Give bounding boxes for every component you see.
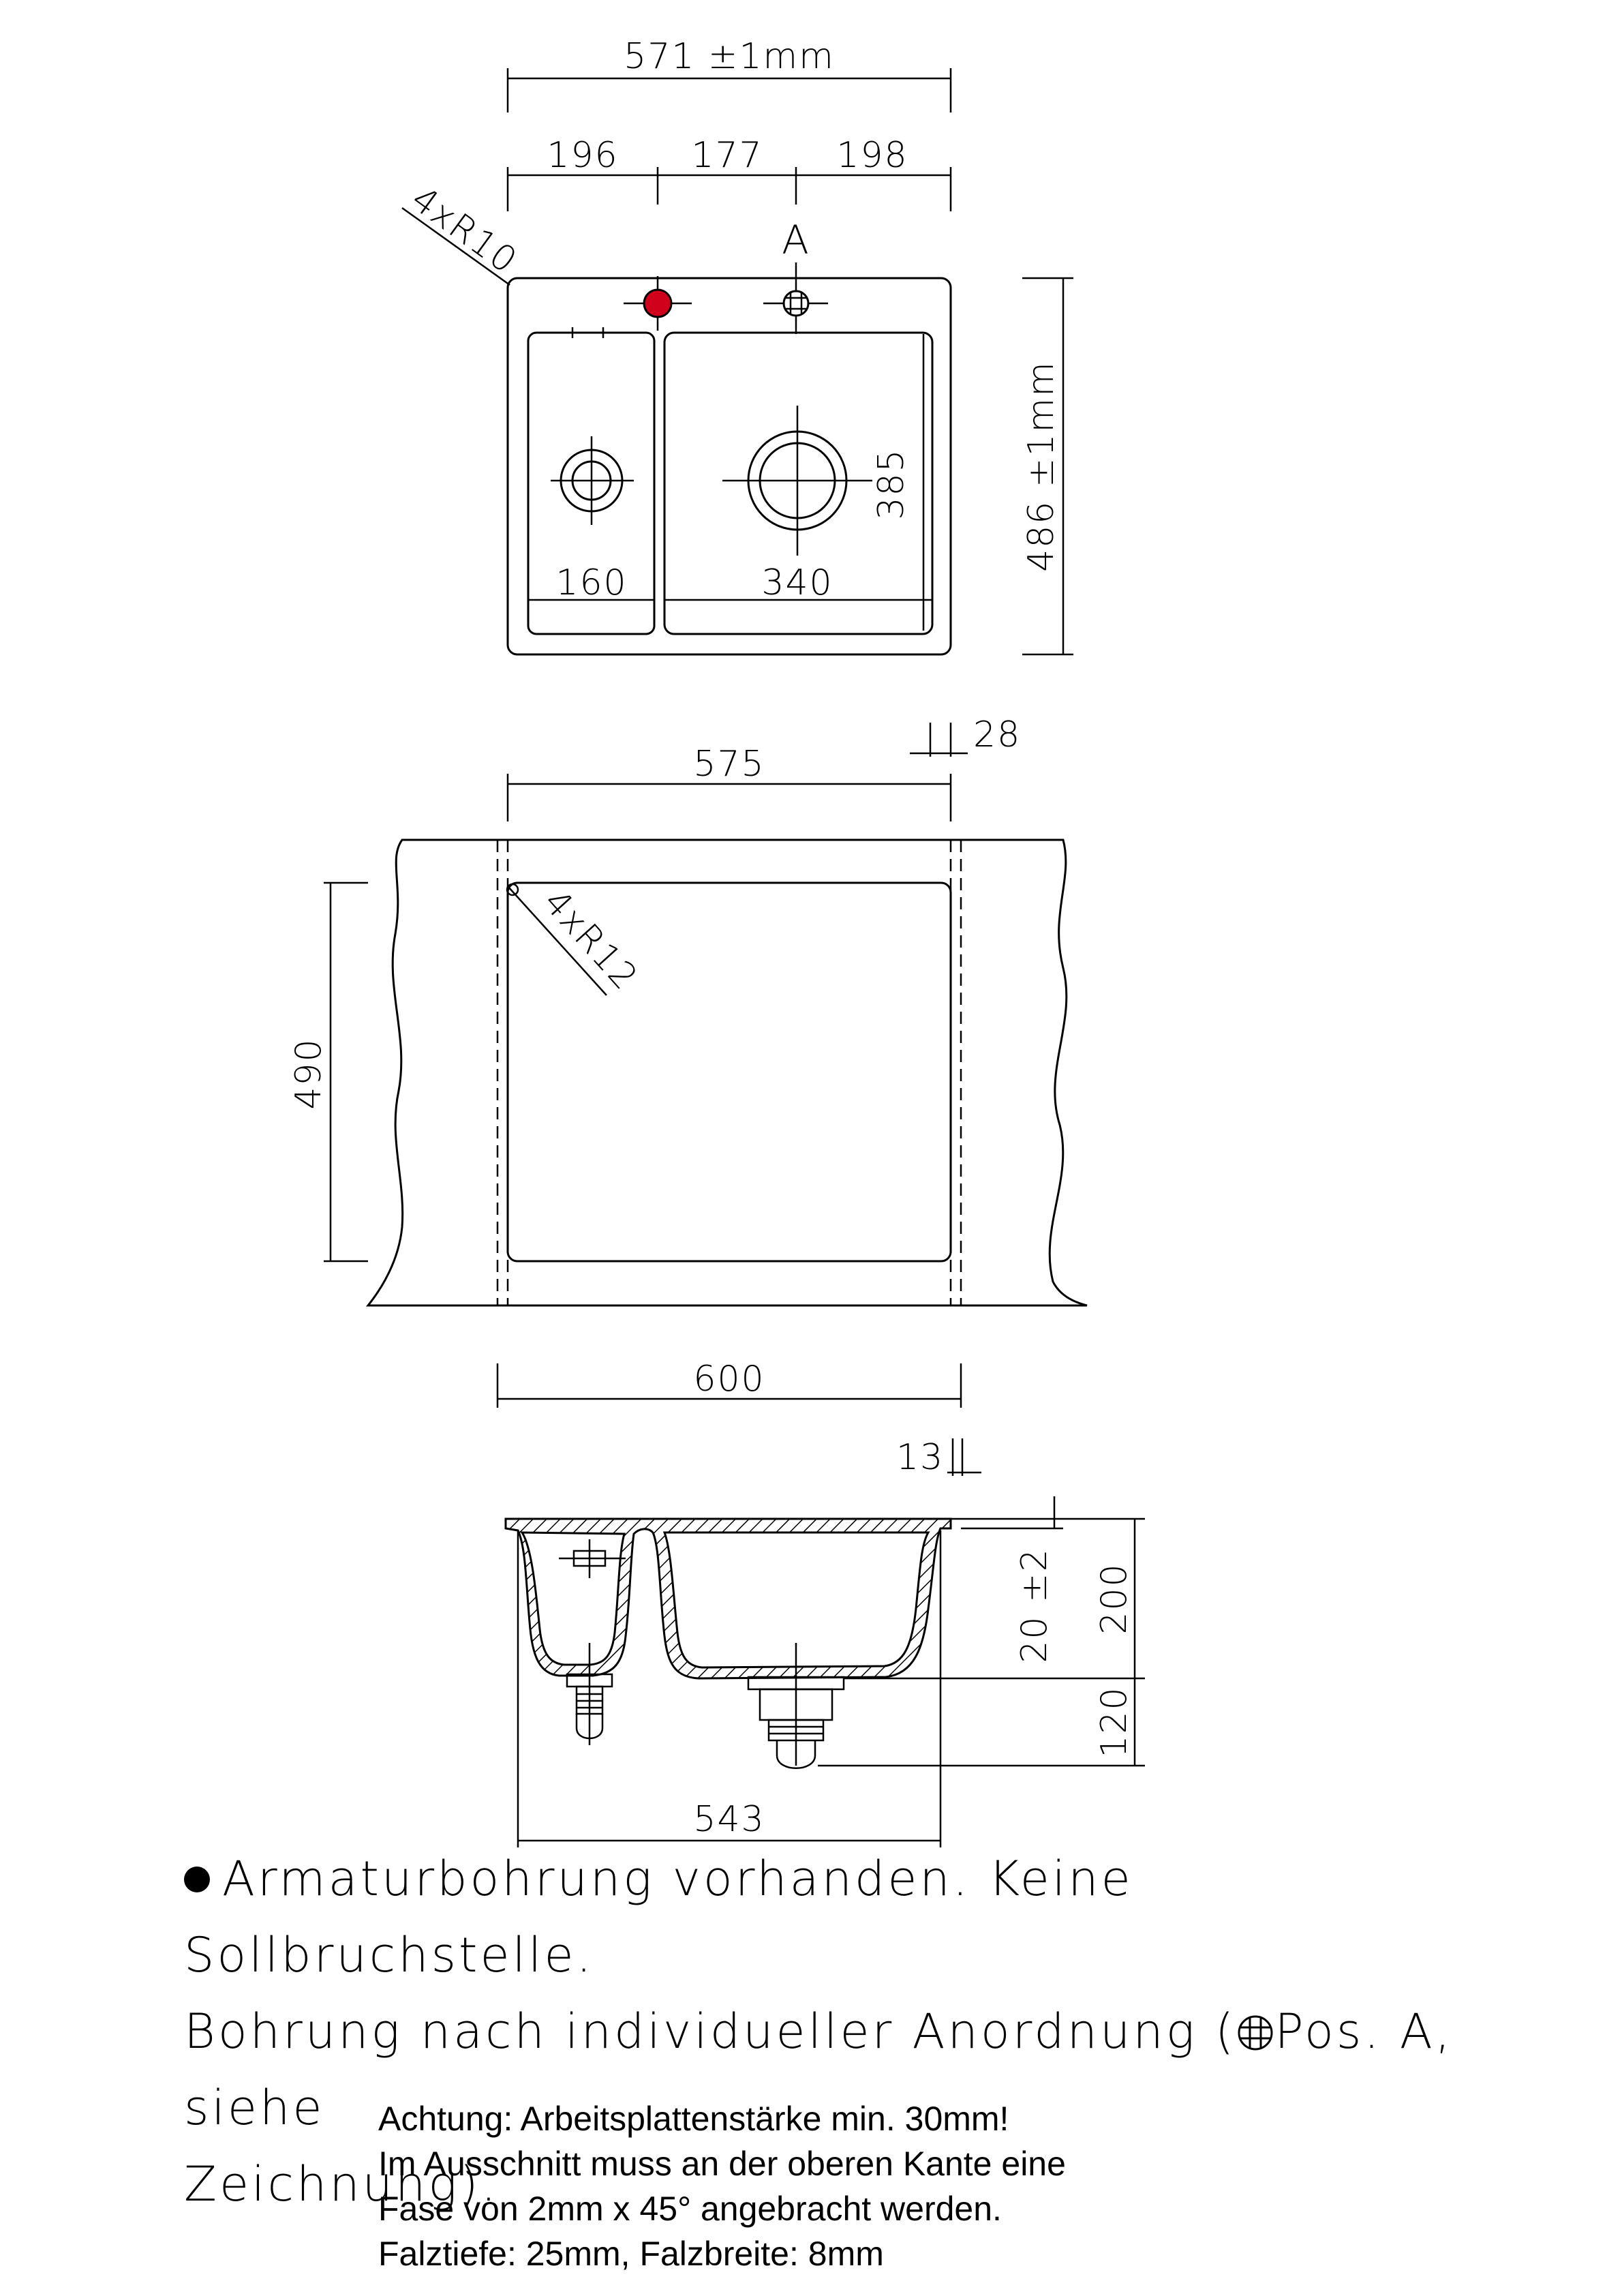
dim-overall-width: 571 ±1mm — [624, 36, 835, 77]
dim-overlap: 28 — [973, 714, 1022, 755]
dim-overall-depth: 486 ±1mm — [1021, 361, 1062, 572]
dim-rim-height: 20 ±2 — [1014, 1547, 1055, 1663]
dim-rim: 13 — [896, 1437, 945, 1478]
dim-cutout-depth: 490 — [288, 1038, 329, 1110]
label-corner-radius-cutout: 4xR12 — [535, 881, 646, 999]
dim-segment-left: 196 — [547, 135, 619, 176]
dim-bowl-depth: 385 — [871, 448, 912, 520]
dim-large-bowl-width: 340 — [761, 562, 833, 603]
dim-segment-middle: 177 — [691, 135, 763, 176]
dim-cutout-width: 575 — [693, 744, 765, 785]
dim-small-bowl-width: 160 — [555, 562, 628, 603]
warning-line2: Im Ausschnitt muss an der oberen Kante eine — [378, 2145, 1066, 2183]
note-line3: Zeichnung). — [184, 2156, 499, 2212]
label-position-a: A — [782, 217, 810, 263]
warning-line3: Fase von 2mm x 45° angebracht werden. — [378, 2190, 1002, 2228]
tap-hole-icon — [624, 276, 692, 331]
dim-drain-height: 120 — [1094, 1686, 1135, 1758]
grid-hole-icon — [763, 280, 828, 334]
note-line2b: Pos. A, siehe — [184, 2004, 1453, 2136]
label-corner-radius-top: 4xR10 — [403, 178, 525, 283]
dim-bottom-width: 543 — [693, 1799, 765, 1840]
dim-segment-right: 198 — [836, 135, 908, 176]
bullet-icon — [184, 1867, 210, 1892]
section-view — [506, 1437, 1145, 1847]
large-drain-icon — [722, 406, 872, 556]
top-view — [402, 36, 1073, 654]
note-line1: Armaturbohrung vorhanden. Keine Sollbruchstelle. — [184, 1851, 1133, 1983]
grid-hole-legend-icon — [1236, 2014, 1274, 2052]
warning-line4: Falztiefe: 25mm, Falzbreite: 8mm — [378, 2235, 884, 2273]
warning-line1: Achtung: Arbeitsplattenstärke min. 30mm! — [378, 2100, 1009, 2138]
dim-depth: 200 — [1094, 1562, 1135, 1635]
warning-block — [378, 2096, 1066, 2276]
note-line2a: Bohrung nach individueller Anordnung ( — [184, 2004, 1237, 2059]
cutout-view — [288, 714, 1087, 1408]
small-drain-icon — [551, 436, 634, 525]
dim-cabinet-width: 600 — [693, 1359, 765, 1400]
